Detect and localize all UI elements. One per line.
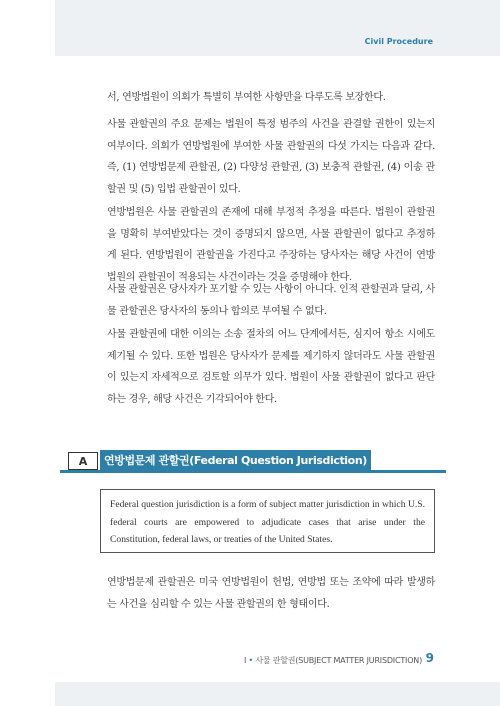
paragraph-4: 사물 관할권은 당사자가 포기할 수 있는 사항이 아니다. 인적 관할권과 달리, 사물 관할권은 당사자의 동의나 합의로 부여될 수 없다. bbox=[107, 284, 435, 317]
paragraph-5: 사물 관할권에 대한 이의는 소송 절차의 어느 단계에서든, 심지어 항소 시에도 제기될 수 있다. 또한 법원은 당사자가 문제를 제기하지 않더라도 사물 관할권이 있는지 자세적으로 검토할 의무가 있다. 법원이 사물 관할권이 없다고 판단하는 경우, 해당 사건은 기각되어야 한다. bbox=[107, 329, 435, 405]
page-number: 9 bbox=[425, 651, 434, 665]
section-letter: A bbox=[68, 452, 98, 470]
paragraph-1: 서, 연방법원이 의회가 특별히 부여한 사항만을 다루도록 보장한다. bbox=[107, 92, 386, 103]
paragraph-3: 연방법원은 사물 관할권의 존재에 대해 부정적 추정을 따른다. 법원이 관할권을 명확히 부여받았다는 것이 증명되지 않으면, 사물 관할권이 없다고 추정하게 된다. 연방법원이 관할권을 가진다고 주장하는 당사자는 해당 사건이 연방법원의 관할권이 적용되는 사건이라는 것을 증명해야 한다. bbox=[107, 207, 435, 283]
footer-title: 사물 관할권(SUBJECT MATTER JURISDICTION) bbox=[255, 656, 422, 665]
footer-running-title bbox=[244, 655, 422, 666]
header-band bbox=[55, 0, 500, 56]
footer-chapter: I bbox=[243, 656, 247, 665]
section-heading bbox=[60, 450, 446, 473]
closing-paragraph: 연방법문제 관할권은 미국 연방법원이 헌법, 연방법 또는 조약에 따라 발생하는 사건을 심리할 수 있는 사물 관할권의 한 형태이다. bbox=[107, 577, 435, 610]
paragraph-2: 사물 관할권의 주요 문제는 법원이 특정 범주의 사건을 관결할 권한이 있는지 여부이다. 의회가 연방법원에 부여한 사물 관할권의 다섯 가지는 다음과 같다. 즉, (1) 연방법문제 관할권, (2) 다양성 관할권, (3) 보충적 관할권, (4) 이송 관할권 및 (5) 입법 관할권이 있다. bbox=[107, 119, 435, 195]
section-title: 연방법문제 관할권(Federal Question Jurisdiction) bbox=[100, 450, 371, 471]
footer-band bbox=[55, 682, 500, 706]
footer-bullet: • bbox=[248, 656, 253, 665]
definition-box: Federal question jurisdiction is a form of subject matter jurisdiction in which U.S. federal courts are empowered to adjudicate cases that arise under the Constitution, federal laws, or treaties of the United States. bbox=[100, 489, 435, 553]
running-head: Civil Procedure bbox=[364, 37, 433, 46]
